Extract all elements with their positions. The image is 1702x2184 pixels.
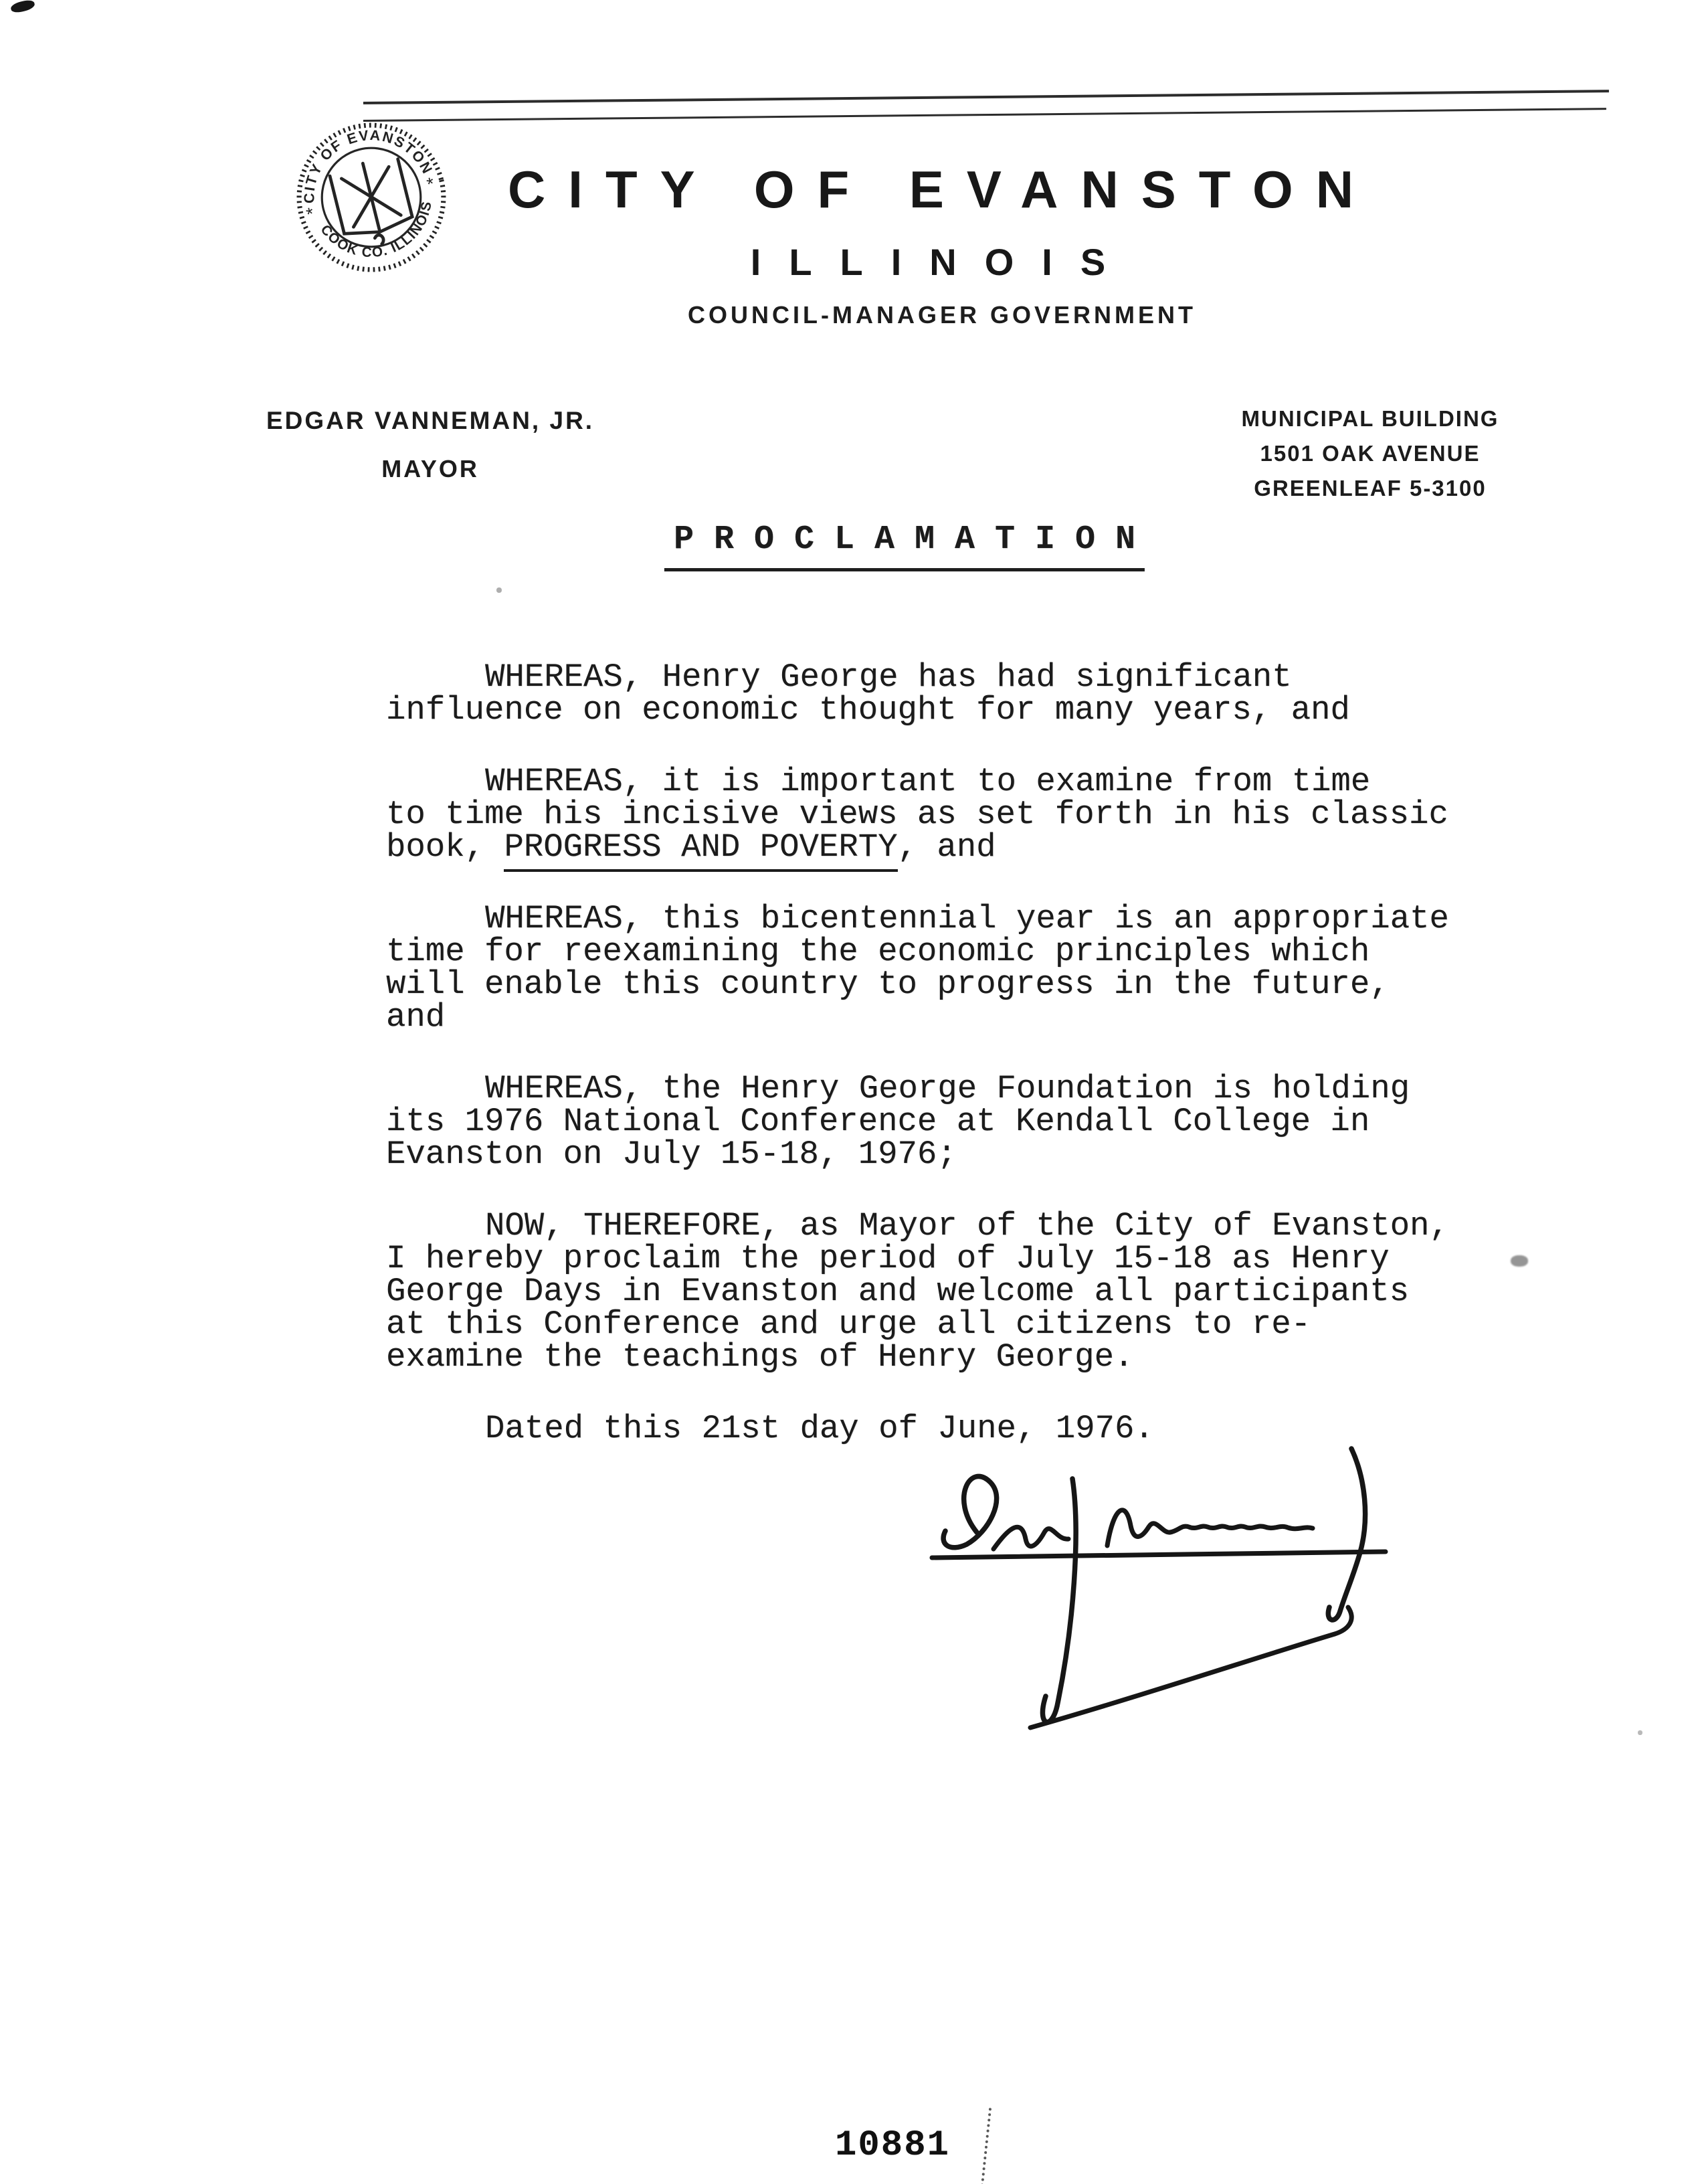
mayor-block xyxy=(266,407,594,483)
proclamation-title: P R O C L A M A T I O N xyxy=(664,521,1145,571)
dated-line: Dated this 21st day of June, 1976. xyxy=(485,1410,1154,1447)
proclamation-body xyxy=(386,658,1523,1484)
address-building: MUNICIPAL BUILDING xyxy=(1241,406,1499,431)
dotted-fold-mark xyxy=(981,2108,991,2184)
body-text-segment: , and xyxy=(897,828,996,866)
body-line: WHEREAS, Henry George has had significant xyxy=(485,658,1292,696)
body-line: George Days in Evanston and welcome all participants xyxy=(386,1273,1410,1310)
mayor-title: MAYOR xyxy=(381,455,479,482)
body-line: to time his incisive views as set forth in his classic xyxy=(386,796,1448,833)
letterhead-state: ILLINOIS xyxy=(750,241,1134,283)
address-street: 1501 OAK AVENUE xyxy=(1260,441,1481,466)
book-title-underlined: PROGRESS AND POVERTY xyxy=(504,828,897,872)
top-rule-lower xyxy=(363,108,1606,122)
body-line: Evanston on July 15-18, 1976; xyxy=(386,1135,957,1173)
seal-star-left-icon: * xyxy=(304,203,316,225)
scan-speck xyxy=(1638,1730,1642,1735)
body-line: WHEREAS, the Henry George Foundation is holding xyxy=(485,1070,1410,1107)
mayor-name: EDGAR VANNEMAN, JR. xyxy=(266,407,595,434)
body-line: WHEREAS, this bicentennial year is an appropriate xyxy=(485,900,1449,937)
city-seal-icon xyxy=(275,101,468,294)
document-number: 10881 xyxy=(835,2125,951,2166)
signature-rule xyxy=(932,1552,1386,1558)
body-line: influence on economic thought for many years, and xyxy=(386,691,1350,729)
seal-bottom-text: COOK CO. ILLINOIS xyxy=(317,199,435,261)
letterhead-center xyxy=(508,159,1376,329)
city-seal xyxy=(275,101,468,294)
scan-speck xyxy=(10,0,36,14)
mayor-signature-icon xyxy=(913,1425,1422,1760)
paragraph-4 xyxy=(386,1070,1523,1173)
body-line: and xyxy=(386,998,446,1036)
address-block xyxy=(1230,401,1511,506)
body-text-segment: book, xyxy=(386,828,504,866)
body-line xyxy=(386,828,1523,866)
body-line: will enable this country to progress in the future, xyxy=(386,966,1390,1003)
seal-star-right-icon: * xyxy=(425,173,437,195)
paragraph-3 xyxy=(386,900,1523,1036)
paragraph-5 xyxy=(386,1207,1523,1376)
body-line: examine the teachings of Henry George. xyxy=(386,1338,1134,1376)
body-line: its 1976 National Conference at Kendall College in xyxy=(386,1103,1370,1140)
address-phone: GREENLEAF 5-3100 xyxy=(1254,476,1487,500)
seal-top-text: CITY OF EVANSTON xyxy=(301,126,436,204)
top-rule-upper xyxy=(363,90,1609,104)
body-line: time for reexamining the economic principles which xyxy=(386,933,1370,970)
body-line: I hereby proclaim the period of July 15-18 as Henry xyxy=(386,1240,1390,1277)
body-line: WHEREAS, it is important to examine from time xyxy=(485,763,1371,800)
scan-speck xyxy=(496,587,502,593)
paragraph-1 xyxy=(386,658,1523,729)
paragraph-2 xyxy=(386,765,1523,864)
scan-speck xyxy=(1511,1255,1528,1267)
letterhead-city-title: CITY OF EVANSTON xyxy=(507,160,1377,219)
mayor-signature xyxy=(913,1425,1422,1760)
body-line: at this Conference and urge all citizens to re- xyxy=(386,1305,1311,1343)
body-line: NOW, THEREFORE, as Mayor of the City of Evanston, xyxy=(485,1207,1449,1245)
letterhead-government-type: COUNCIL-MANAGER GOVERNMENT xyxy=(688,301,1196,329)
